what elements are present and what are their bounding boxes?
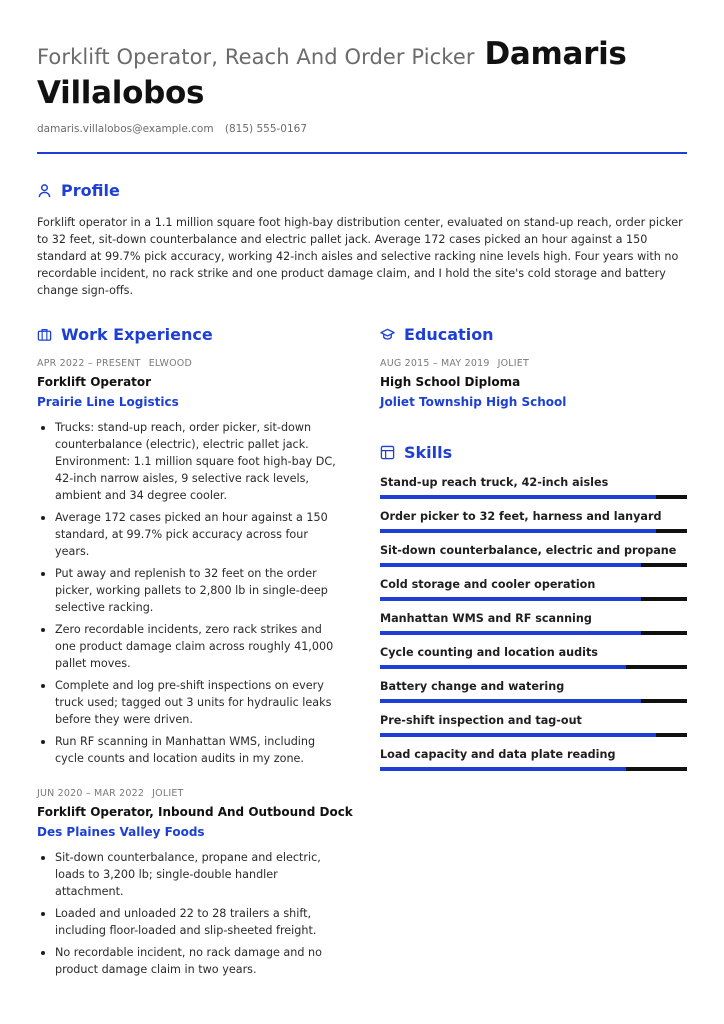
person-icon xyxy=(37,183,52,198)
job-2-bullets xyxy=(37,849,337,983)
education-meta xyxy=(380,358,529,369)
skill-name: Sit-down counterbalance, electric and propane xyxy=(380,544,677,557)
list-item: No recordable incident, no rack damage and no product damage claim in two years. xyxy=(37,944,337,978)
education-dates: AUG 2015 – MAY 2019 xyxy=(380,358,490,369)
skills-heading xyxy=(380,443,452,462)
layout-grid-icon xyxy=(380,445,395,460)
profile-heading xyxy=(37,181,120,200)
experience-title: Work Experience xyxy=(61,325,213,344)
skill-bar-track xyxy=(380,733,687,737)
job-1-location: ELWOOD xyxy=(148,358,192,369)
skill-item xyxy=(380,544,687,578)
list-item: Sit-down counterbalance, propane and electric, loads to 3,200 lb; single-double handler attachment. xyxy=(37,849,337,900)
skill-bar-fill xyxy=(380,631,641,635)
skill-bar-track xyxy=(380,699,687,703)
job-1-company: Prairie Line Logistics xyxy=(37,395,179,409)
list-item: Trucks: stand-up reach, order picker, sit-down counterbalance (electric), electric pallet jack. Environment: 1.1 million square foot high-bay DC, 42-inch narrow aisles, 9 selective rack levels, ambient and 34 degree cooler. xyxy=(37,419,337,504)
education-title: Education xyxy=(404,325,494,344)
skill-item xyxy=(380,714,687,748)
skill-bar-track xyxy=(380,495,687,499)
skill-item xyxy=(380,612,687,646)
skill-bar-fill xyxy=(380,563,641,567)
skill-item xyxy=(380,748,687,782)
skill-name: Cycle counting and location audits xyxy=(380,646,598,659)
skills-list xyxy=(380,476,687,782)
education-degree: High School Diploma xyxy=(380,375,521,389)
list-item: Complete and log pre-shift inspections on every truck used; tagged out 3 units for hydraulic leaks before they were driven. xyxy=(37,677,337,728)
experience-heading xyxy=(37,325,213,344)
skill-bar-fill xyxy=(380,597,641,601)
profile-summary: Forklift operator in a 1.1 million square foot high-bay distribution center, evaluated on stand-up reach, order picker to 32 feet, sit-down counterbalance and electric pallet jack. Average 172 cases picked an hour against a 150 standard at 99.7% pick accuracy, working 42-inch aisles and selective racking nine levels high. Four years with no recordable incident, no rack strike and one product damage claim, and I hold the site's cold storage and battery change sign-offs. xyxy=(37,216,683,297)
skill-item xyxy=(380,646,687,680)
skill-name: Manhattan WMS and RF scanning xyxy=(380,612,592,625)
skill-name: Stand-up reach truck, 42-inch aisles xyxy=(380,476,609,489)
briefcase-icon xyxy=(37,327,52,342)
skill-item xyxy=(380,578,687,612)
skill-bar-fill xyxy=(380,767,626,771)
job-title: Forklift Operator, Reach And Order Picker xyxy=(37,45,475,69)
education-heading xyxy=(380,325,494,344)
skill-name: Load capacity and data plate reading xyxy=(380,748,616,761)
education-location: JOLIET xyxy=(497,358,529,369)
education-school: Joliet Township High School xyxy=(380,395,567,409)
contact-line xyxy=(37,123,315,135)
skill-name: Battery change and watering xyxy=(380,680,565,693)
list-item: Loaded and unloaded 22 to 28 trailers a shift, including floor-loaded and slip-sheeted freight. xyxy=(37,905,337,939)
candidate-name: Damaris Villalobos xyxy=(37,36,627,111)
list-item: Run RF scanning in Manhattan WMS, including cycle counts and location audits in my zone. xyxy=(37,733,337,767)
skill-name: Cold storage and cooler operation xyxy=(380,578,596,591)
skill-bar-fill xyxy=(380,665,626,669)
job-1-meta xyxy=(37,358,192,369)
skill-bar-track xyxy=(380,665,687,669)
profile-title: Profile xyxy=(61,181,120,200)
skill-item xyxy=(380,680,687,714)
list-item: Average 172 cases picked an hour against a 150 standard, at 99.7% pick accuracy across four years. xyxy=(37,509,337,560)
job-2-company: Des Plaines Valley Foods xyxy=(37,825,205,839)
job-2-location: JOLIET xyxy=(152,788,184,799)
skill-name: Order picker to 32 feet, harness and lanyard xyxy=(380,510,662,523)
job-1-dates: APR 2022 – PRESENT xyxy=(37,358,141,369)
skill-bar-track xyxy=(380,597,687,601)
skills-title: Skills xyxy=(404,443,453,462)
phone-text[interactable]: (815) 555-0167 xyxy=(224,123,308,135)
skill-bar-fill xyxy=(380,495,656,499)
title-line xyxy=(37,36,687,111)
job-2-role: Forklift Operator, Inbound And Outbound Dock xyxy=(37,805,353,819)
skill-bar-track xyxy=(380,563,687,567)
header-divider xyxy=(37,152,687,154)
graduation-cap-icon xyxy=(380,327,395,342)
job-1-role: Forklift Operator xyxy=(37,375,152,389)
email-text[interactable]: damaris.villalobos@example.com xyxy=(37,123,214,135)
job-2-dates: JUN 2020 – MAR 2022 xyxy=(37,788,145,799)
skill-bar-track xyxy=(380,631,687,635)
resume-header xyxy=(37,36,687,111)
list-item: Zero recordable incidents, zero rack strikes and one product damage claim across roughly 41,000 pallet moves. xyxy=(37,621,337,672)
skill-name: Pre-shift inspection and tag-out xyxy=(380,714,582,727)
job-2-meta xyxy=(37,788,184,799)
skill-bar-track xyxy=(380,767,687,771)
skill-item xyxy=(380,510,687,544)
skill-bar-fill xyxy=(380,529,656,533)
skill-bar-fill xyxy=(380,733,656,737)
list-item: Put away and replenish to 32 feet on the order picker, working pallets to 2,800 lb in single-deep selective racking. xyxy=(37,565,337,616)
skill-bar-fill xyxy=(380,699,641,703)
skill-item xyxy=(380,476,687,510)
job-1-bullets xyxy=(37,419,337,772)
skill-bar-track xyxy=(380,529,687,533)
